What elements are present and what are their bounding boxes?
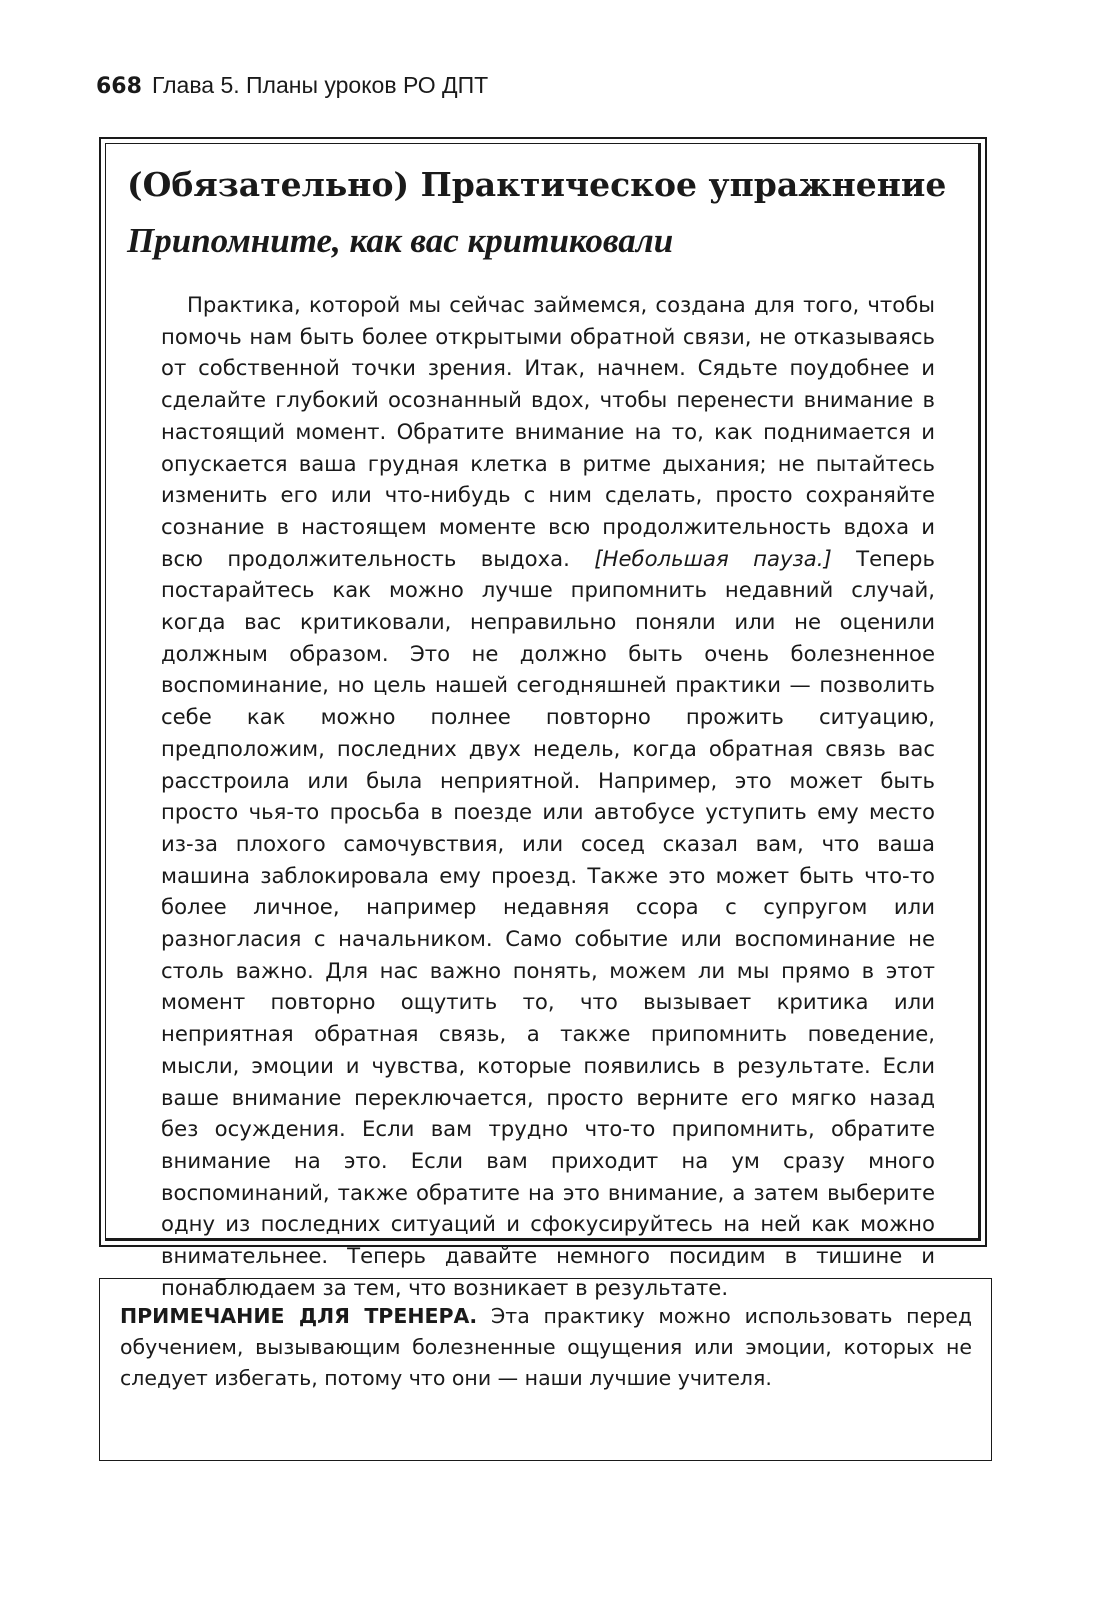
trainer-note: [120, 1301, 972, 1394]
running-head: [96, 70, 488, 102]
exercise-title: (Обязательно) Практическое упражнение: [127, 165, 947, 204]
exercise-frame: [105, 143, 981, 1300]
trainer-note-label: ПРИМЕЧАНИЕ ДЛЯ ТРЕНЕРА.: [120, 1304, 478, 1328]
trainer-note-text: Эта практику можно использовать перед обучением, вызывающим болезненные ощущения или эмоции, которых не следует избегать, потому что они — наши лучшие учителя.: [120, 1304, 972, 1390]
exercise-subtitle: Припомните, как вас критиковали: [127, 221, 674, 260]
page-number: 668: [96, 74, 142, 99]
exercise-box: [99, 137, 987, 1300]
exercise-body: [161, 289, 935, 1304]
trainer-note-box: [99, 1278, 992, 1461]
exercise-body-part1: Практика, которой мы сейчас займемся, создана для того, чтобы помочь нам быть более открытыми обратной связи, не отказываясь от собственной точки зрения. Итак, начнем. Сядьте поудобнее и сделайте глубокий осознанный вдох, чтобы перенести внимание в настоящий момент. Обратите внимание на то, как поднимается и опускается ваша грудная клетка в ритме дыхания; не пытайтесь изменить его или что-нибудь с ним сделать, просто сохраняйте сознание в настоящем моменте всю продолжительность вдоха и всю продолжительность выдоха.: [161, 292, 935, 571]
exercise-body-part2: Теперь постарайтесь как можно лучше припомнить недавний случай, когда вас критиковали, неправильно поняли или не оценили должным образом. Это не должно быть очень болезненное воспоминание, но цель нашей сегодняшней практики — позволить себе как можно полнее повторно прожить ситуацию, предположим, последних двух недель, когда обратная связь вас расстроила или была неприятной. Например, это может быть просто чья-то просьба в поезде или автобусе уступить ему место из-за плохого самочувствия, или сосед сказал вам, что ваша машина заблокировала ему проезд. Также это может быть что-то более личное, например недавняя ссора с супругом или разногласия с начальником. Само событие или воспоминание не столь важно. Для нас важно понять, можем ли мы прямо в этот момент повторно ощутить то, что вызывает критика или неприятная обратная связь, а также припомнить поведение, мысли, эмоции и чувства, которые появились в результате. Если ваше внимание переключается, просто верните его мягко назад без осуждения. Если вам трудно что-то припомнить, обратите внимание на это. Если вам приходит на ум сразу много воспоминаний, также обратите на это внимание, а затем выберите одну из последних ситуаций и сфокусируйтесь на ней как можно внимательнее. Теперь давайте немного посидим в тишине и понаблюдаем за тем, что возникает в результате.: [161, 545, 935, 1300]
pause-instruction: [Небольшая пауза.]: [594, 545, 832, 571]
chapter-title: Глава 5. Планы уроков РО ДПТ: [151, 72, 489, 98]
